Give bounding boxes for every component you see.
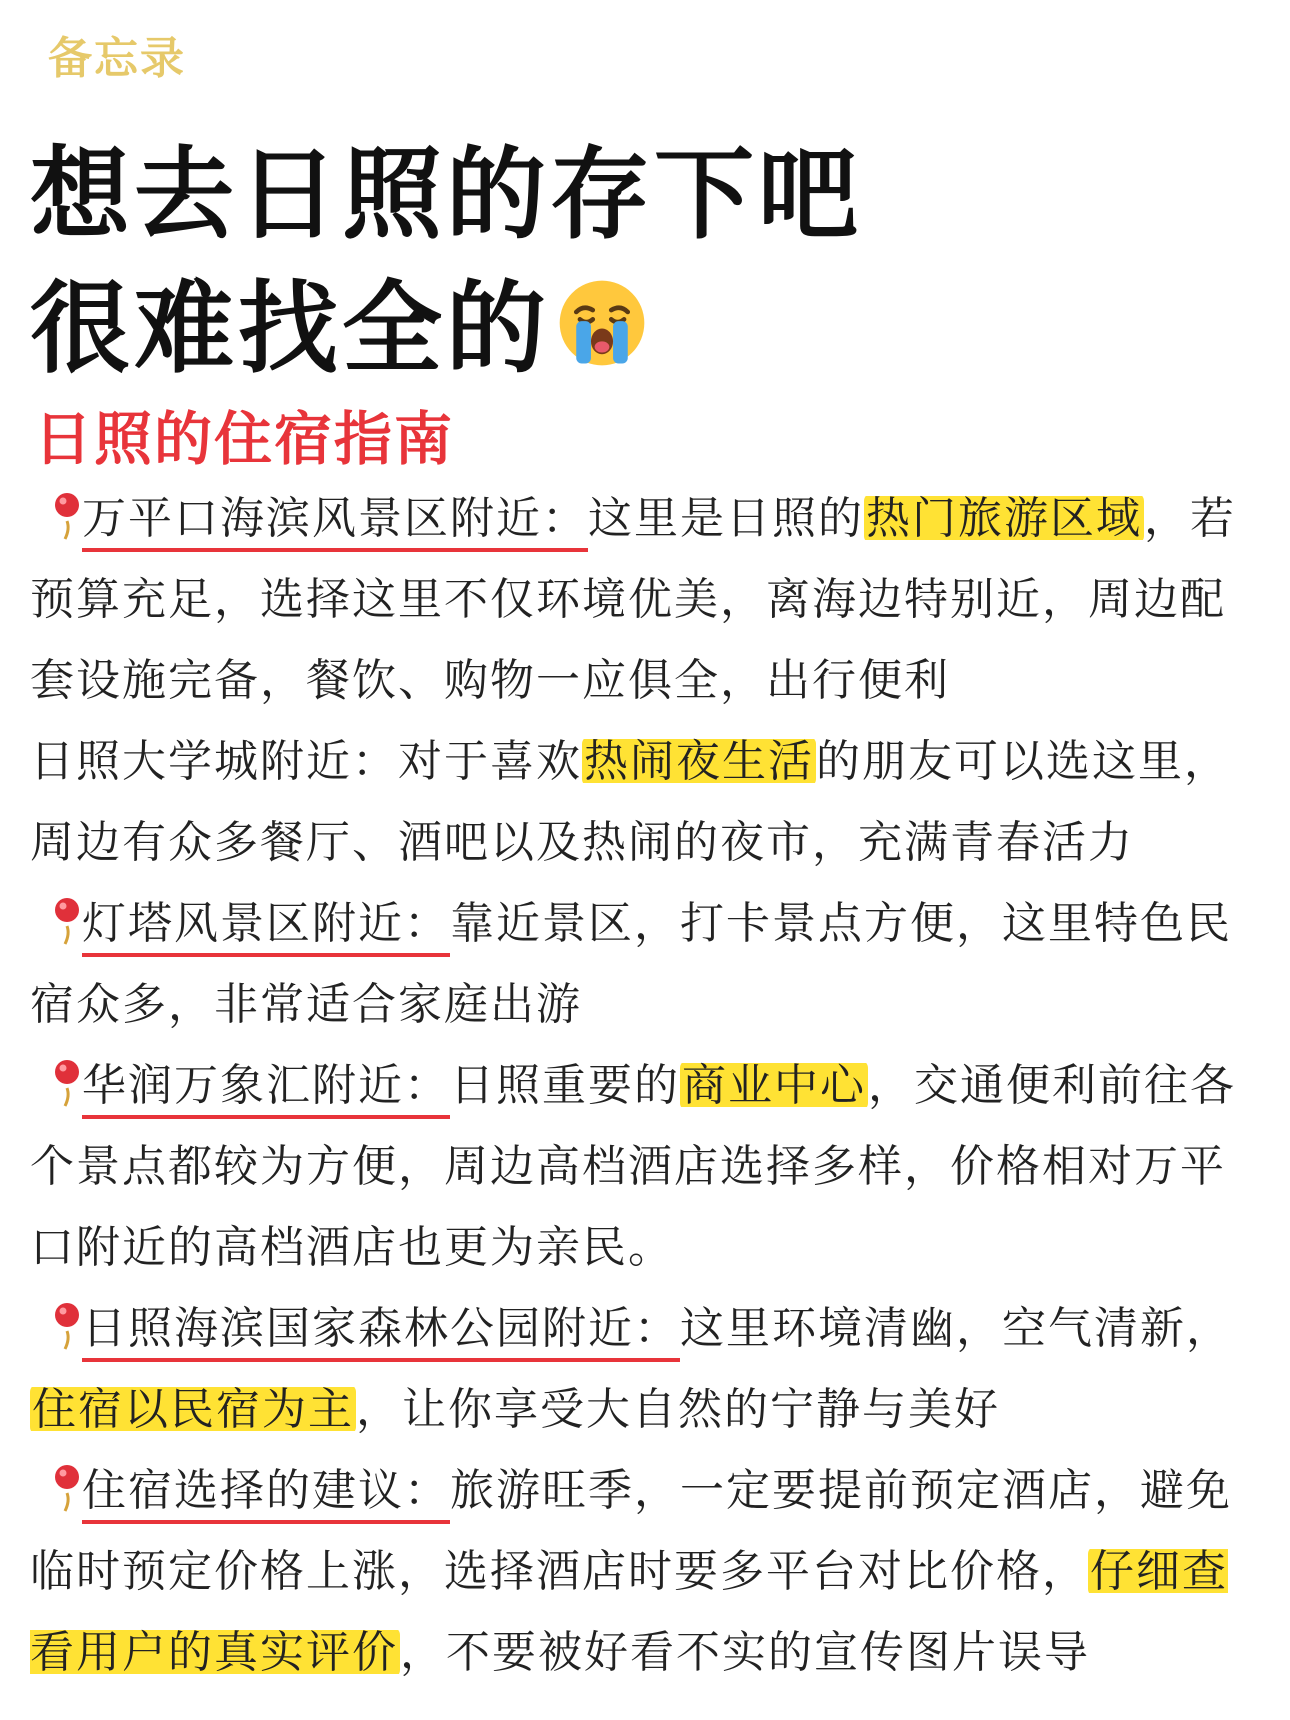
section-text: 的朋友可以选这里，周边有众多餐厅、酒吧以及热闹的夜市，充满青春活力 [30, 736, 1230, 868]
section-text: ，不要被好看不实的宣传图片误导 [400, 1627, 1090, 1678]
section-text: 这里环境清幽，空气清新， [680, 1303, 1232, 1354]
section-subtitle: 日照的住宿指南 [34, 405, 455, 473]
app-label: 备忘录 [48, 33, 186, 84]
section-lighthouse [30, 883, 1270, 1045]
title-line-1: 想去日照的存下吧 [30, 136, 862, 253]
pin-icon [54, 1058, 80, 1108]
highlighted-phrase: 仔细查看用户的真实评价 [30, 1546, 1228, 1678]
highlighted-phrase: 住宿以民宿为主 [32, 1384, 354, 1435]
section-forest-park [30, 1288, 1270, 1450]
section-heading: 日照海滨国家森林公园附近： [82, 1303, 680, 1362]
pin-icon [54, 491, 80, 541]
section-text: ，若预算充足，选择这里不仅环境优美，离海边特别近，周边配套设施完备，餐饮、购物一应俱全，出行便利 [30, 493, 1236, 706]
title-line-2-text: 很难找全的 [30, 270, 550, 387]
section-text: ，交通便利前往各个景点都较为方便，周边高档酒店选择多样，价格相对万平口附近的高档酒店也更为亲民。 [30, 1060, 1236, 1273]
section-mixc [30, 1045, 1270, 1288]
section-text: 旅游旺季，一定要提前预定酒店，避免临时预定价格上涨，选择酒店时要多平台对比价格， [30, 1465, 1232, 1597]
section-text: 靠近景区，打卡景点方便，这里特色民宿众多，非常适合家庭出游 [30, 898, 1232, 1030]
section-heading: 日照大学城附近： [30, 736, 398, 787]
highlighted-phrase: 热门旅游区域 [866, 493, 1142, 544]
crying-face-icon [556, 268, 648, 402]
page-title [30, 128, 862, 402]
guide-content [30, 478, 1270, 1693]
pin-icon [54, 1463, 80, 1513]
highlighted-phrase: 商业中心 [682, 1060, 866, 1111]
section-text: 对于喜欢 [398, 736, 582, 787]
section-text: 这里是日照的 [588, 493, 864, 544]
highlighted-phrase: 热闹夜生活 [584, 736, 814, 787]
section-heading: 住宿选择的建议： [82, 1465, 450, 1524]
section-text: ，让你享受大自然的宁静与美好 [356, 1384, 1000, 1435]
section-heading: 灯塔风景区附近： [82, 898, 450, 957]
pin-icon [54, 1301, 80, 1351]
section-text: 日照重要的 [450, 1060, 680, 1111]
section-heading: 华润万象汇附近： [82, 1060, 450, 1119]
title-line-2 [30, 262, 862, 402]
section-university-town [30, 721, 1270, 883]
section-heading: 万平口海滨风景区附近： [82, 493, 588, 552]
pin-icon [54, 896, 80, 946]
section-wanpingkou [30, 478, 1270, 721]
section-advice [30, 1450, 1270, 1693]
